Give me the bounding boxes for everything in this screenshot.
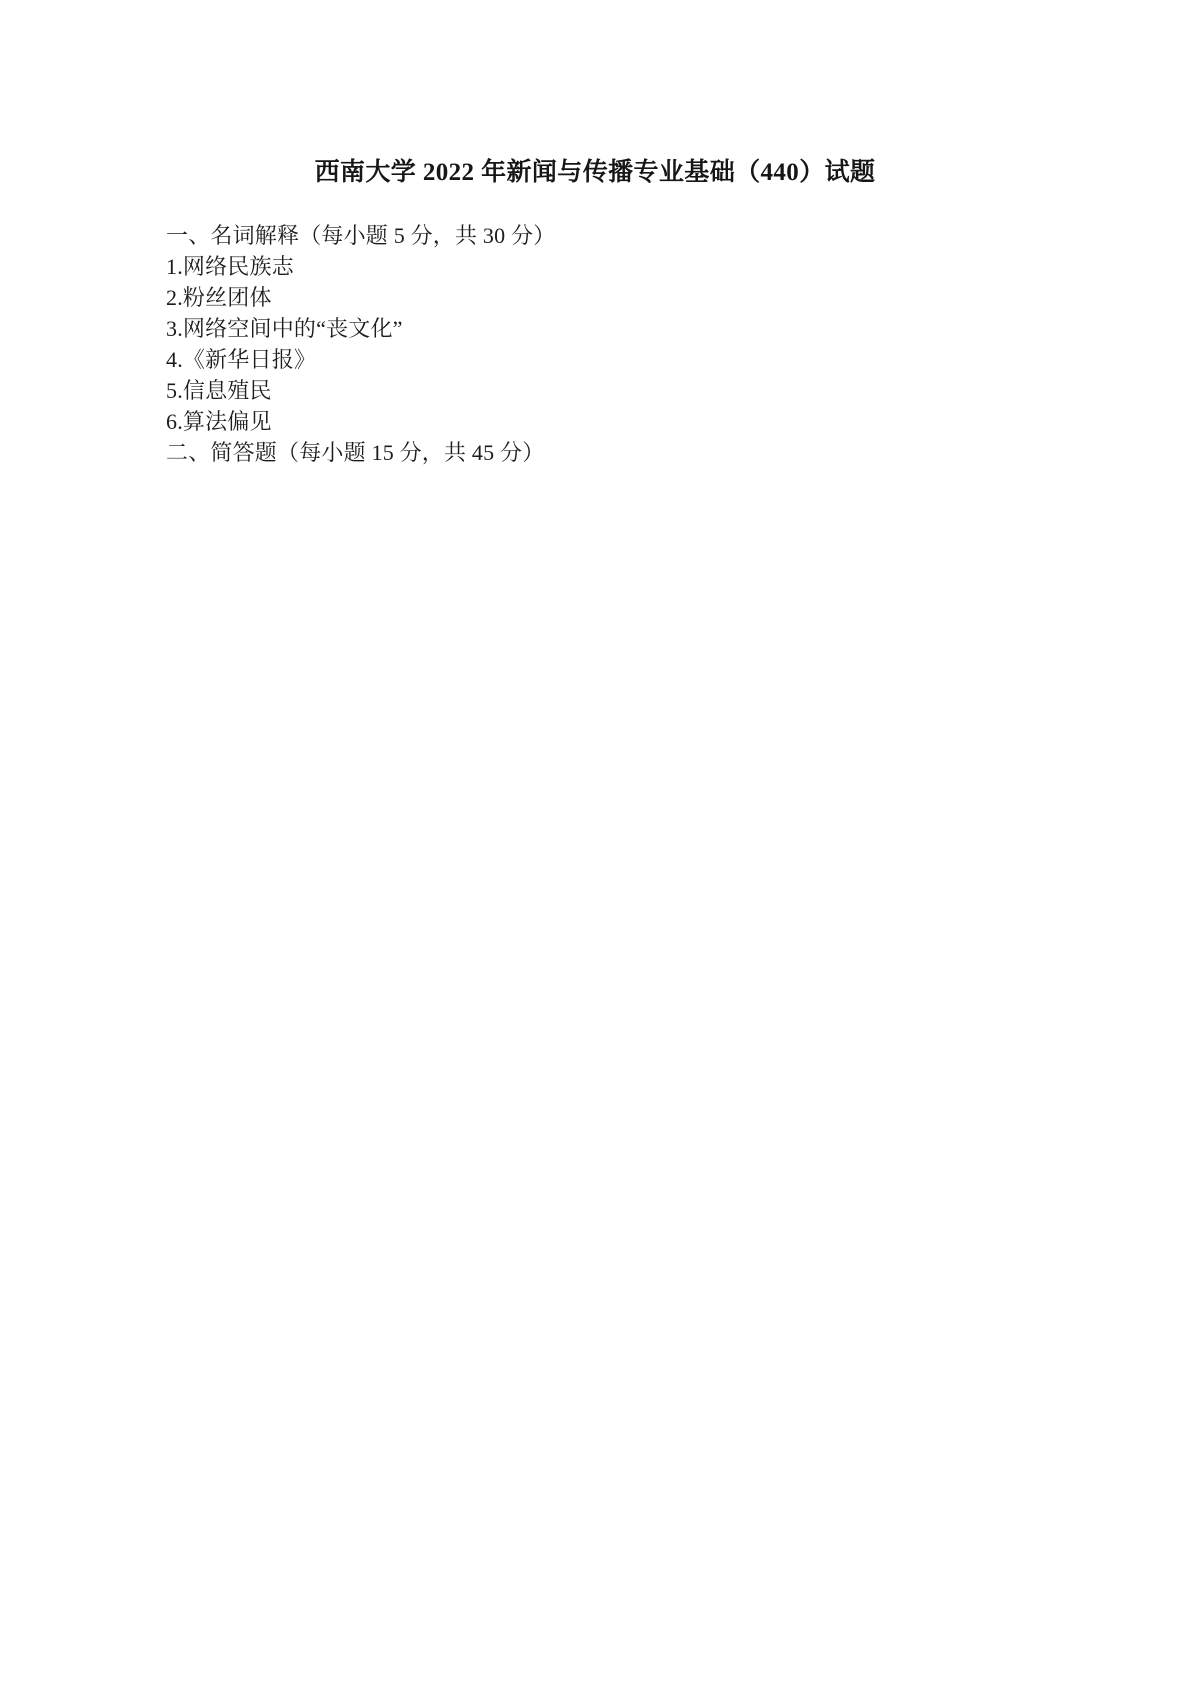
list-item: 2.粉丝团体	[166, 285, 272, 310]
list-item: 6.算法偏见	[166, 409, 272, 434]
document-body	[166, 220, 1046, 468]
list-item: 3.网络空间中的“丧文化”	[166, 316, 403, 341]
list-item: 5.信息殖民	[166, 378, 272, 403]
section-heading-1: 一、名词解释（每小题 5 分，共 30 分）	[166, 223, 556, 248]
page-title: 西南大学 2022 年新闻与传播专业基础（440）试题	[314, 159, 876, 186]
section-heading-2: 二、简答题（每小题 15 分，共 45 分）	[166, 440, 545, 465]
list-item: 4.《新华日报》	[166, 347, 317, 372]
list-item: 1.网络民族志	[166, 254, 294, 279]
